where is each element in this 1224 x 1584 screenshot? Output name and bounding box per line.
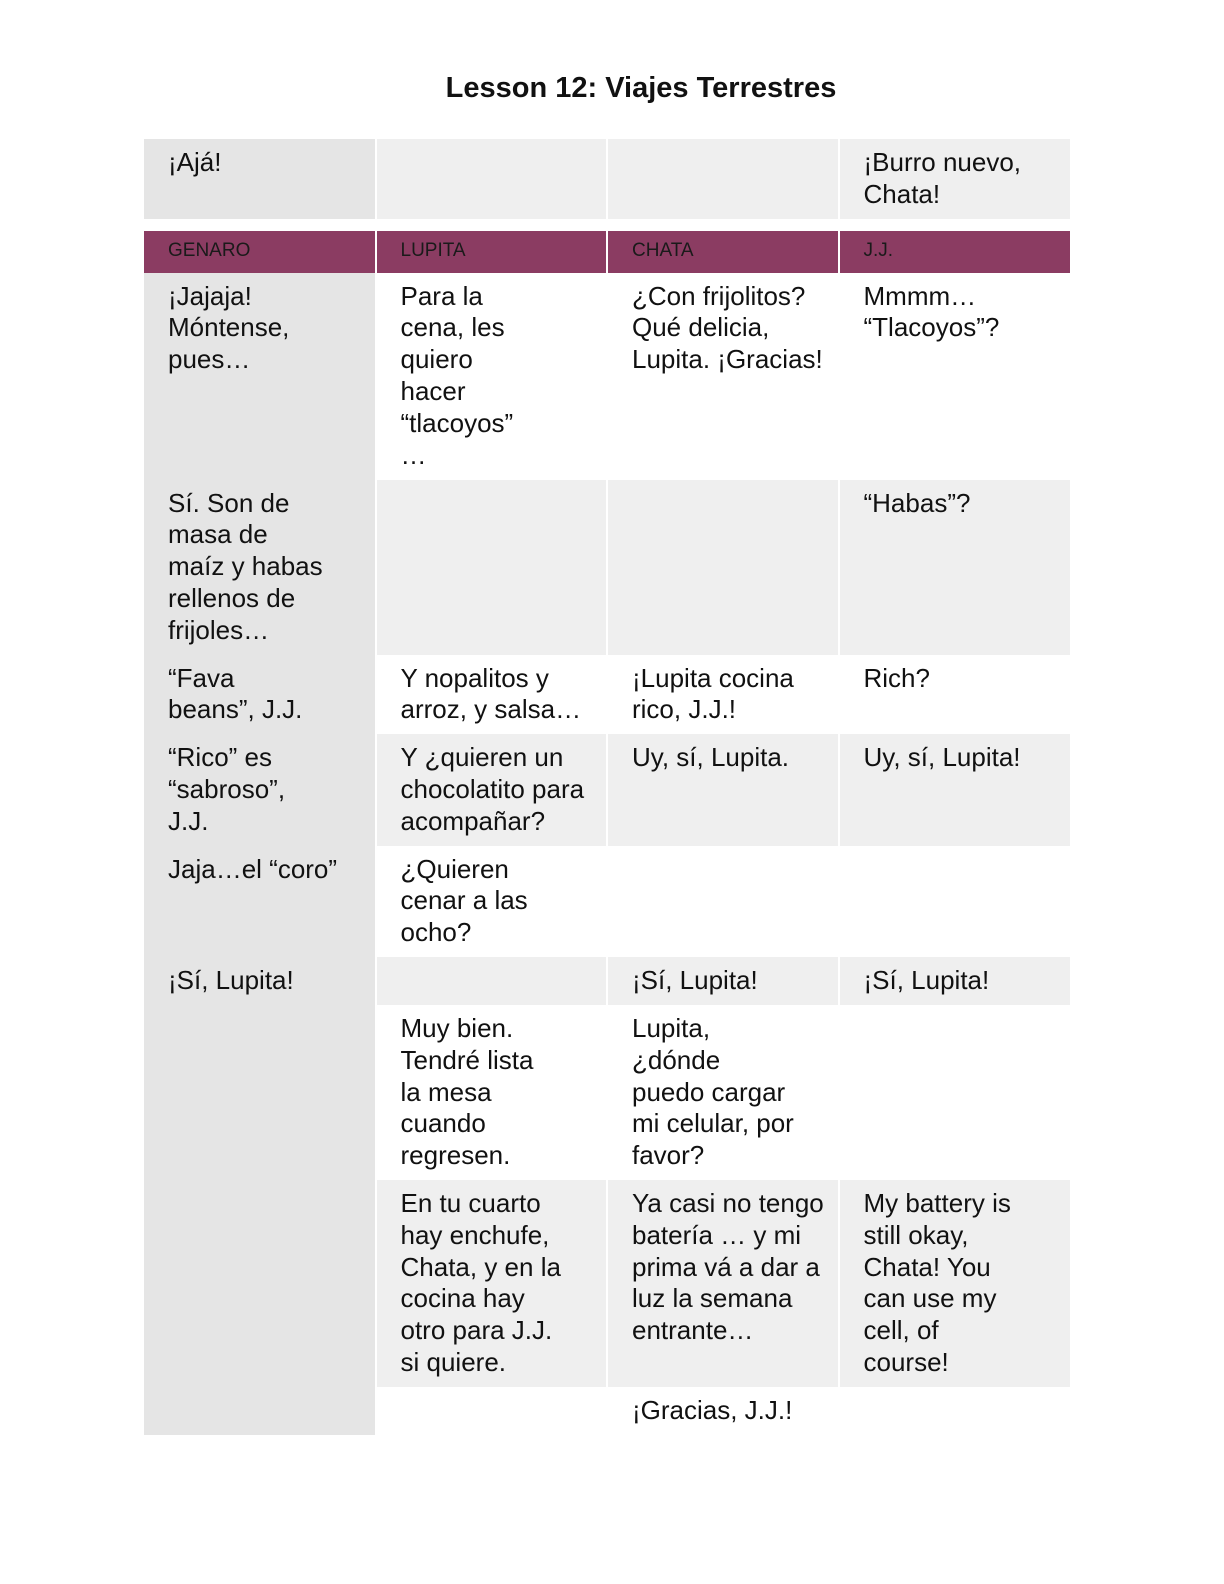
- table-cell: ¡Lupita cocina rico, J.J.!: [607, 655, 839, 735]
- table-spacer: [144, 219, 1070, 231]
- table-cell: Y ¿quieren un chocolatito para acompañar?: [376, 734, 608, 845]
- table-cell: ¡Gracias, J.J.!: [607, 1387, 839, 1435]
- table-cell: ¡Ajá!: [144, 139, 376, 219]
- table-cell: En tu cuarto hay enchufe, Chata, y en la cocina hay otro para J.J. si quiere.: [376, 1180, 608, 1387]
- dialogue-table-container: [144, 139, 1070, 1435]
- table-row: [144, 734, 1070, 845]
- table-cell: ¡Burro nuevo, Chata!: [839, 139, 1071, 219]
- column-header-chata: CHATA: [607, 231, 839, 273]
- table-cell: [839, 1005, 1071, 1180]
- table-cell: [607, 480, 839, 655]
- table-cell: “Habas”?: [839, 480, 1071, 655]
- table-cell: [839, 1387, 1071, 1435]
- table-cell: “Rico” es “sabroso”, J.J.: [144, 734, 376, 845]
- table-cell: My battery is still okay, Chata! You can use my cell, of course!: [839, 1180, 1071, 1387]
- table-row: [144, 957, 1070, 1005]
- table-row: [144, 1387, 1070, 1435]
- page-title: Lesson 12: Viajes Terrestres: [445, 72, 837, 104]
- table-cell: “Fava beans”, J.J.: [144, 655, 376, 735]
- table-row-top: [144, 139, 1070, 219]
- table-cell: Mmmm… “Tlacoyos”?: [839, 273, 1071, 480]
- table-row: [144, 480, 1070, 655]
- table-header-row: [144, 231, 1070, 273]
- table-cell: ¡Jajaja! Móntense, pues…: [144, 273, 376, 480]
- table-cell: [376, 1387, 608, 1435]
- table-cell: Para la cena, les quiero hacer “tlacoyos” …: [376, 273, 608, 480]
- table-row: [144, 1180, 1070, 1387]
- table-row: [144, 846, 1070, 957]
- table-cell: ¡Sí, Lupita!: [607, 957, 839, 1005]
- table-cell: [376, 139, 608, 219]
- table-cell: ¿Con frijolitos? Qué delicia, Lupita. ¡Gracias!: [607, 273, 839, 480]
- table-cell: [144, 1180, 376, 1387]
- column-header-jj: J.J.: [839, 231, 1071, 273]
- table-cell: [607, 139, 839, 219]
- table-cell: Jaja…el “coro”: [144, 846, 376, 957]
- table-cell: ¿Quieren cenar a las ocho?: [376, 846, 608, 957]
- column-header-lupita: LUPITA: [376, 231, 608, 273]
- table-cell: [144, 1387, 376, 1435]
- column-header-genaro: GENARO: [144, 231, 376, 273]
- table-cell: [376, 480, 608, 655]
- table-cell: [607, 846, 839, 957]
- table-row: [144, 1005, 1070, 1180]
- table-row: [144, 273, 1070, 480]
- table-cell: Y nopalitos y arroz, y salsa…: [376, 655, 608, 735]
- table-cell: ¡Sí, Lupita!: [144, 957, 376, 1005]
- table-row: [144, 655, 1070, 735]
- table-cell: [144, 1005, 376, 1180]
- table-cell: Uy, sí, Lupita.: [607, 734, 839, 845]
- table-cell: Ya casi no tengo batería … y mi prima vá a dar a luz la semana entrante…: [607, 1180, 839, 1387]
- table-cell: [376, 957, 608, 1005]
- table-cell: Rich?: [839, 655, 1071, 735]
- table-cell: [839, 846, 1071, 957]
- table-cell: Sí. Son de masa de maíz y habas rellenos de frijoles…: [144, 480, 376, 655]
- table-cell: ¡Sí, Lupita!: [839, 957, 1071, 1005]
- table-cell: Muy bien. Tendré lista la mesa cuando regresen.: [376, 1005, 608, 1180]
- table-cell: Lupita, ¿dónde puedo cargar mi celular, por favor?: [607, 1005, 839, 1180]
- table-cell: Uy, sí, Lupita!: [839, 734, 1071, 845]
- dialogue-table: [144, 139, 1070, 1435]
